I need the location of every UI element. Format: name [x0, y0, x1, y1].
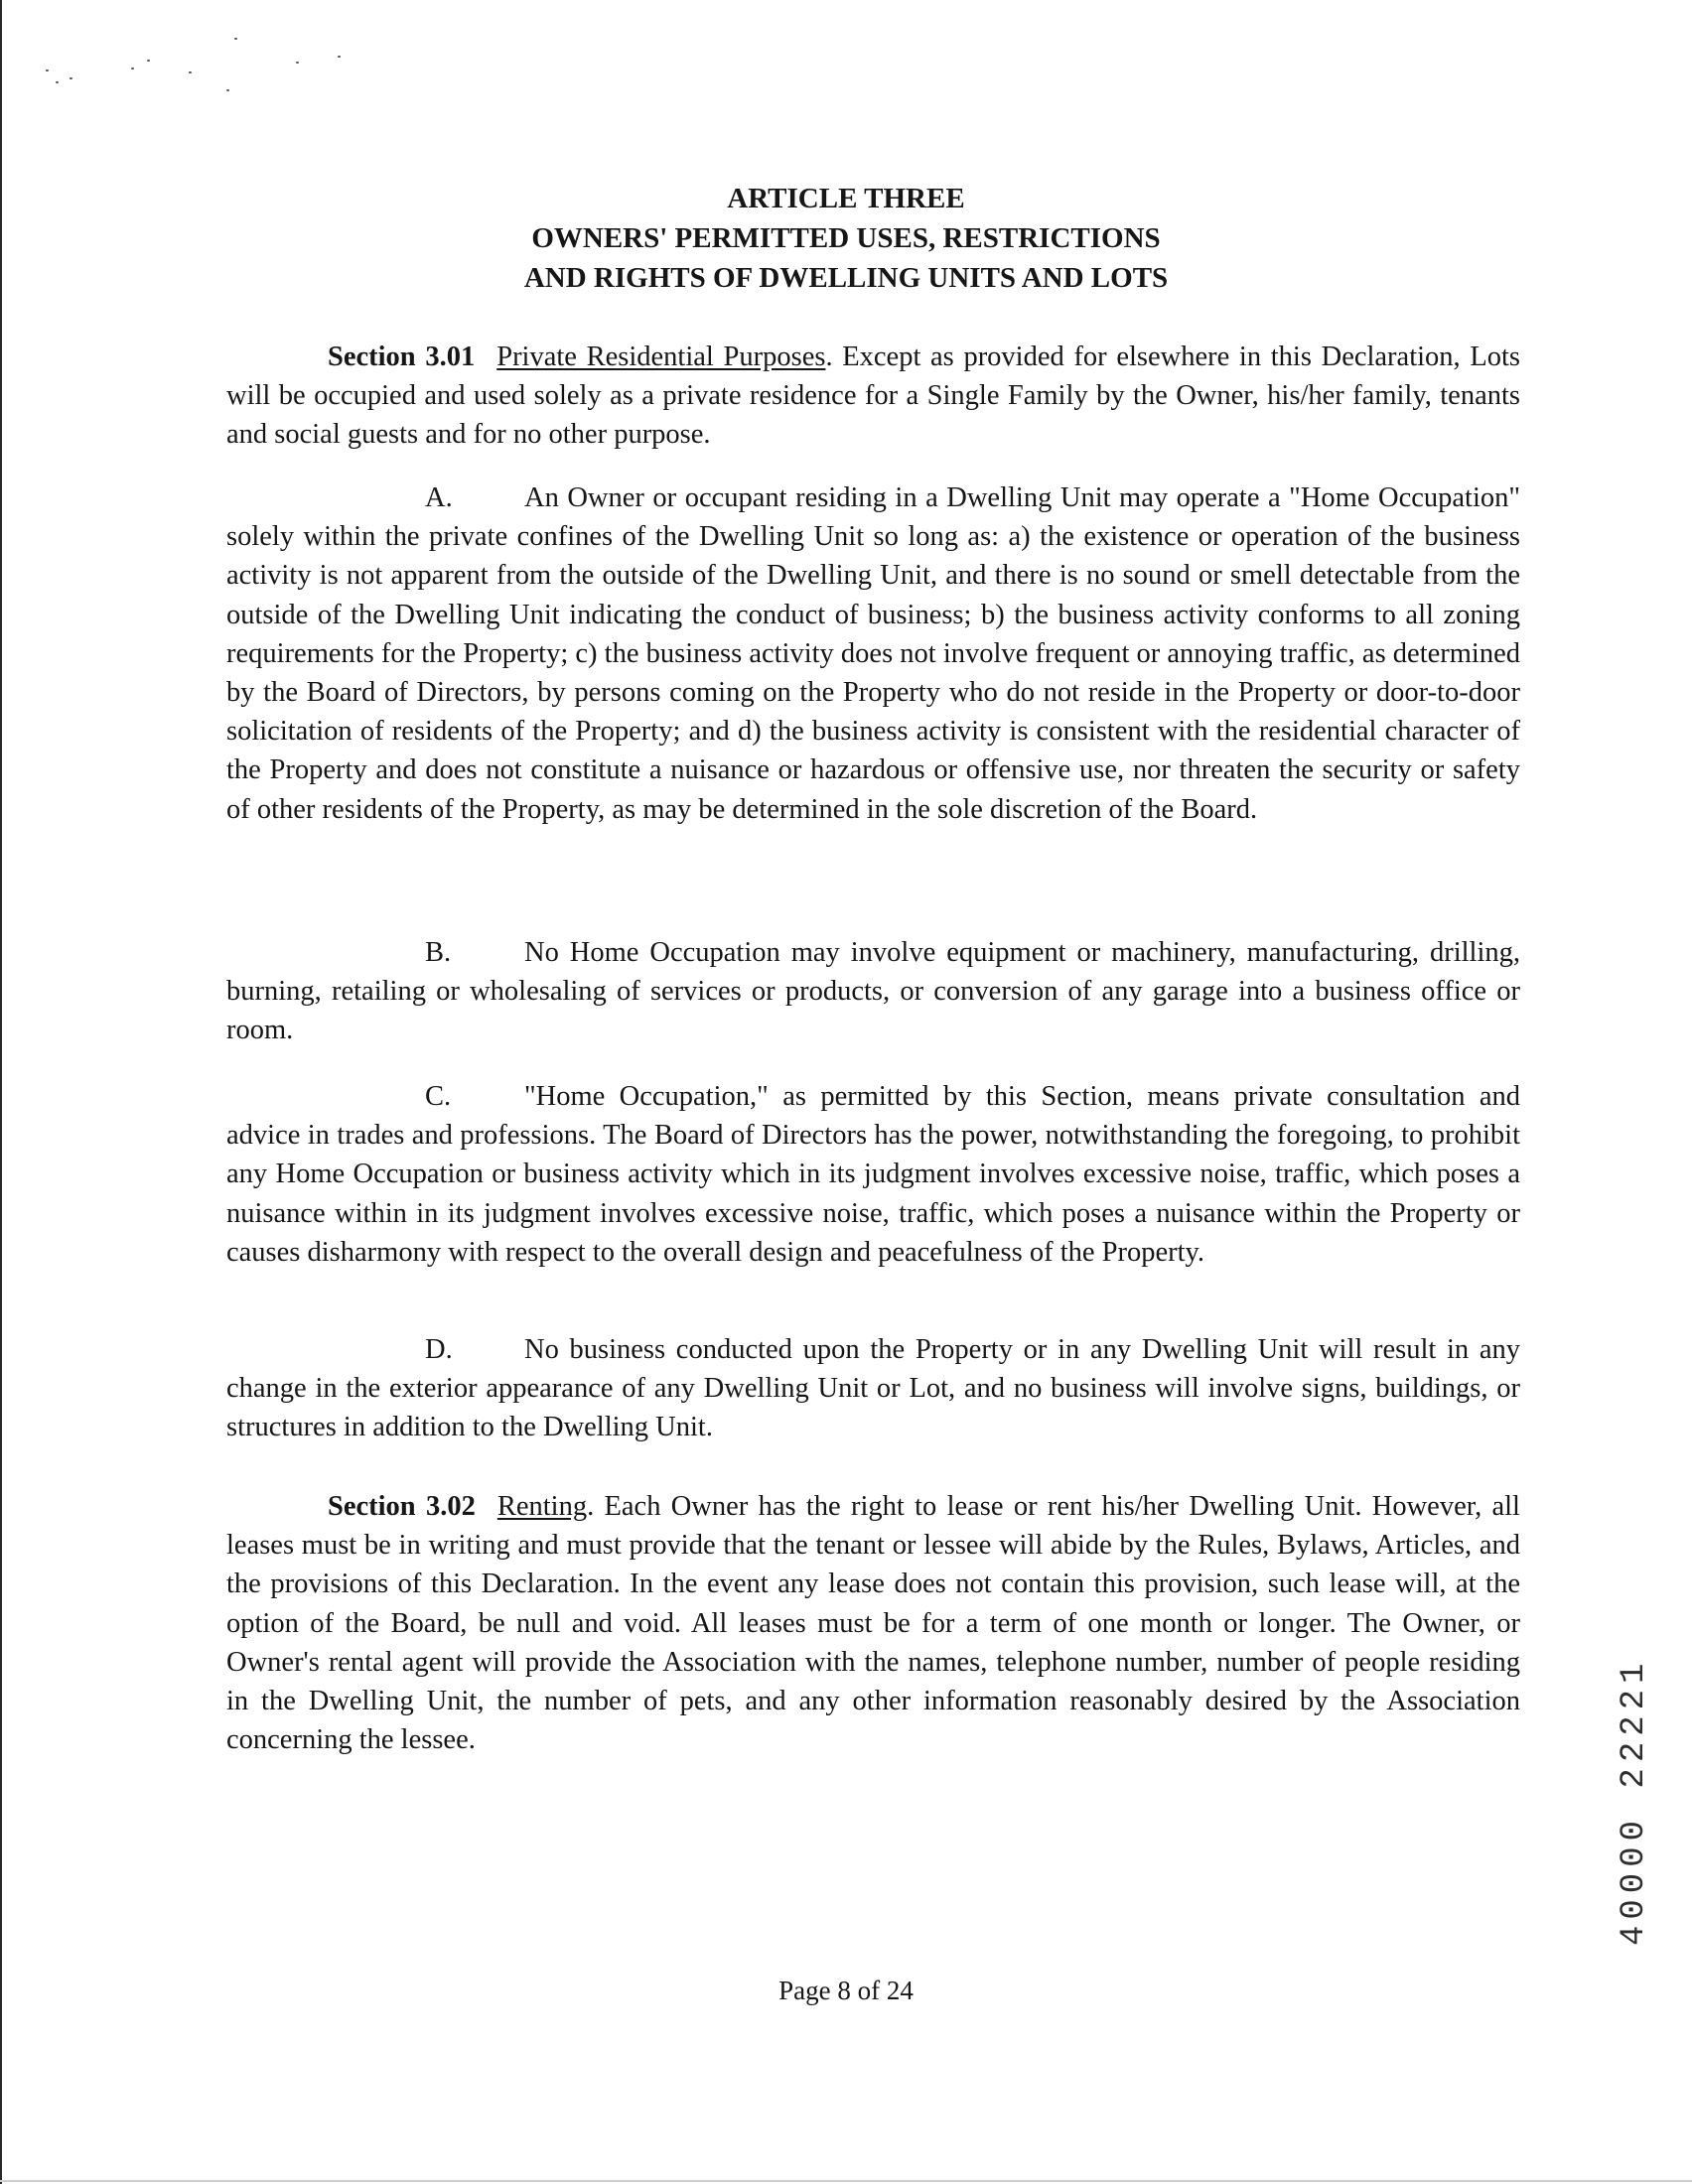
section-number: Section 3.01 [328, 341, 476, 372]
item-b [226, 933, 1520, 1050]
scan-edge-line [0, 0, 2, 2184]
item-text: No business conducted upon the Property or in any Dwelling Unit will result in any change in the exterior appearance of any Dwelling Unit or Lot, and no business will involve signs, buildings, or structures in addition to the Dwelling Unit. [226, 1334, 1520, 1443]
article-subtitle-line-2: AND RIGHTS OF DWELLING UNITS AND LOTS [523, 262, 1169, 294]
stamp-number: 40000 22221 [1616, 1657, 1653, 1946]
article-title: ARTICLE THREE [727, 183, 965, 214]
item-a-paragraph [226, 478, 1520, 829]
section-title: Private Residential Purposes [496, 341, 826, 372]
item-a [226, 478, 1520, 829]
item-d-paragraph [226, 1330, 1520, 1447]
item-letter: B. [425, 937, 452, 968]
article-heading [0, 179, 1692, 298]
item-d [226, 1330, 1520, 1447]
scan-specks [40, 20, 357, 119]
document-stamp [1615, 1657, 1654, 1946]
section-3-01-paragraph [226, 338, 1520, 455]
item-letter: A. [425, 482, 453, 513]
article-subtitle-line-1: OWNERS' PERMITTED USES, RESTRICTIONS [531, 222, 1161, 254]
item-text: "Home Occupation," as permitted by this Section, means private consultation and advice in trades and professions. The Board of Directors has the power, notwithstanding the foregoing, to prohibit any Home Occupation or business activity which in its judgment involves excessive noise, traffic, which poses a nuisance within in its judgment involves excessive noise, traffic, which poses a nuisance within the Property or causes disharmony with respect to the overall design and peacefulness of the Property. [226, 1081, 1520, 1268]
item-c [226, 1077, 1520, 1272]
item-letter: C. [425, 1081, 452, 1112]
item-letter: D. [425, 1334, 453, 1365]
section-body: . Each Owner has the right to lease or rent his/her Dwelling Unit. However, all leases must be in writing and must provide that the tenant or lessee will abide by the Rules, Bylaws, Articles, and the provisions of this Declaration. In the event any lease does not contain this provision, such lease will, at the option of the Board, be null and void. All leases must be for a term of one month or longer. The Owner, or Owner's rental agent will provide the Association with the names, telephone number, number of people residing in the Dwelling Unit, the number of pets, and any other information reasonably desired by the Association concerning the lessee. [226, 1491, 1520, 1756]
section-3-02-paragraph [226, 1487, 1520, 1759]
item-b-paragraph [226, 933, 1520, 1050]
section-number: Section 3.02 [328, 1491, 476, 1522]
section-title: Renting [496, 1491, 588, 1522]
section-3-02 [226, 1487, 1520, 1759]
section-body: . Except as provided for elsewhere in this Declaration, Lots will be occupied and used solely as a private residence for a Single Family by the Owner, his/her family, tenants and social guests and for no other purpose. [226, 341, 1520, 451]
item-text: An Owner or occupant residing in a Dwelling Unit may operate a "Home Occupation" solely within the private confines of the Dwelling Unit so long as: a) the existence or operation of the business activity is not apparent from the outside of the Dwelling Unit, and there is no sound or smell detectable from the outside of the Dwelling Unit indicating the conduct of business; b) the business activity conforms to all zoning requirements for the Property; c) the business activity does not involve frequent or annoying traffic, as determined by the Board of Directors, by persons coming on the Property who do not reside in the Property or door-to-door solicitation of residents of the Property; and d) the business activity is consistent with the residential character of the Property and does not constitute a nuisance or hazardous or offensive use, nor threaten the security or safety of other residents of the Property, as may be determined in the sole discretion of the Board. [226, 482, 1520, 825]
scan-bottom-edge [0, 2180, 1692, 2182]
section-3-01 [226, 338, 1520, 455]
item-c-paragraph [226, 1077, 1520, 1272]
page-number: Page 8 of 24 [778, 1976, 914, 2005]
item-text: No Home Occupation may involve equipment or machinery, manufacturing, drilling, burning, retailing or wholesaling of services or products, or conversion of any garage into a business office or room. [226, 937, 1520, 1046]
